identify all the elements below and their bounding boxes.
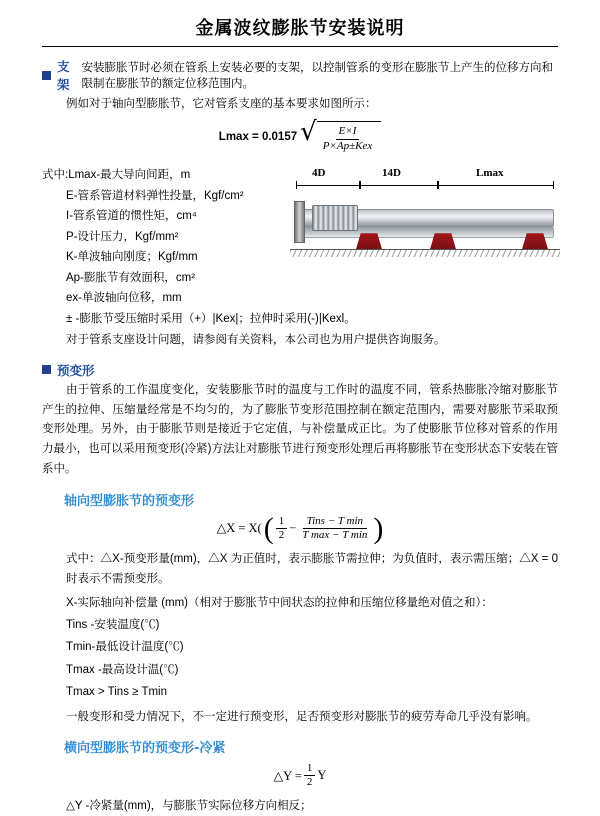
- lmax-formula-lhs: Lmax = 0.0157: [218, 131, 298, 144]
- equation-fraction-denominator: T max − T min: [302, 528, 368, 541]
- lmax-formula-denominator: P×Ap±Kex: [322, 139, 373, 152]
- definition-item: I-管系管道的惯性矩，cm⁴: [66, 210, 197, 223]
- term-item: Tins -安装温度(℃): [66, 618, 160, 631]
- section-heading-predeformation: [42, 361, 558, 379]
- axial-tail-note: 一般变形和受力情况下，不一定进行预变形，足否预变形对膨胀节的疲劳寿命几乎没有影响。: [66, 710, 538, 723]
- term-item: Tmin-最低设计温度(℃): [66, 641, 184, 654]
- subheading-lateral-predeformation: 横向型膨胀节的预变形-冷紧: [64, 741, 226, 757]
- equation-half-denominator: 2: [278, 528, 285, 541]
- section-support-paragraph-3: 对于管系支座设计问题，请参阅有关资料，本公司也为用户提供咨询服务。: [66, 334, 446, 347]
- axial-equation-note: 式中：△X-预变形量(mm)，△X 为正值时，表示膨胀节需拉伸；为负值时，表示需压缩；△X = 0时表示不需预变形。: [66, 552, 558, 585]
- paren-close-icon: ): [373, 511, 384, 545]
- term-item: Tmax -最高设计温(℃): [66, 663, 179, 676]
- lateral-equation-rhs: Y: [317, 768, 327, 783]
- section-heading-support-label: 支架: [57, 60, 70, 92]
- definition-item: K-单波轴向刚度；Kgf/mm: [66, 251, 198, 264]
- definitions-and-diagram: [42, 161, 558, 329]
- diagram-label-4d: 4D: [312, 167, 326, 180]
- equation-fraction-numerator: Tins − T min: [303, 515, 367, 529]
- section-support-paragraph-2: 例如对于轴向型膨胀节，它对管系支座的基本要求如图所示：: [66, 98, 377, 110]
- term-item: Tmax > Tins ≥ Tmin: [66, 686, 167, 699]
- document-content: [0, 57, 600, 816]
- ground-hatch: [290, 250, 560, 257]
- term-item: X-实际轴向补偿量 (mm)（相对于膨胀节中间状态的拉伸和压缩位移量绝对值之和）：: [66, 596, 493, 609]
- blue-square-bullet-icon: [42, 71, 51, 80]
- section-predeformation-paragraph: 由于管系的工作温度变化，安装膨胀节时的温度与工作时的温度不同，管系热膨胀冷缩对膨胀节产生的拉伸、压缩量经常是不均匀的，为了膨胀节变形范围控制在额定范围内，需要对膨胀节采取预变形处理。另外，由于膨胀节则是接近于它定值，与补偿量成正比。为了使膨胀节位移对管系的作用力最小，也可以采用预变形(冷紧)方法让对膨胀节进行预变形处理后再将膨胀节在变形状态下安装在管系中。: [42, 383, 558, 475]
- pipe-support-diagram: [288, 161, 560, 275]
- anchor-plate: [294, 201, 305, 243]
- lmax-formula: [42, 116, 558, 154]
- definition-item: E-管系管道材料弹性投量，Kgf/cm²: [66, 189, 244, 202]
- section-support-paragraph-1: 安装膨胀节时必须在管系上安装必要的支架，以控制管系的变形在膨胀节上产生的位移方向和限制在膨胀节的额定位移范围内。: [81, 62, 554, 90]
- definition-item: 式中:Lmax-最大导向间距，m: [42, 169, 191, 182]
- diagram-label-14d: 14D: [382, 167, 401, 180]
- lateral-predeformation-equation: [42, 762, 558, 788]
- section-heading-predeformation-label: 预变形: [57, 363, 95, 378]
- lateral-equation-note: △Y -冷紧量(mm)，与膨胀节实际位移方向相反；: [66, 799, 312, 812]
- lateral-equation-lhs: △Y =: [273, 768, 302, 783]
- axial-predeformation-equation: [42, 511, 558, 545]
- paren-open-icon: (: [263, 511, 274, 545]
- page-title: 金属波纹膨胀节安装说明: [195, 18, 405, 39]
- equation-minus-sign: −: [289, 520, 297, 535]
- lmax-formula-numerator: E×I: [336, 125, 360, 140]
- bellows-expansion-joint: [312, 205, 358, 231]
- definition-item: P-设计压力，Kgf/mm²: [66, 230, 179, 243]
- equation-half-numerator: 1: [276, 515, 288, 529]
- axial-term-list: [42, 592, 558, 704]
- dimension-line-4d: [296, 181, 360, 189]
- section-heading-support: [42, 57, 558, 93]
- lateral-half-numerator: 1: [304, 762, 316, 776]
- dimension-line-14d: [360, 181, 438, 189]
- equation-lhs: △X = X(: [216, 521, 262, 536]
- definition-item: Ap-膨胀节有效面积，cm²: [66, 271, 196, 284]
- lateral-half-denominator: 2: [306, 776, 313, 789]
- subheading-axial-predeformation: 轴向型膨胀节的预变形: [64, 493, 195, 509]
- title-divider: [42, 46, 558, 47]
- diagram-label-lmax: Lmax: [476, 167, 504, 180]
- blue-square-bullet-icon: [42, 365, 51, 374]
- dimension-line-lmax: [438, 181, 554, 189]
- definition-item: ± -膨胀节受压缩时采用（+）|Kex|；拉伸时采用(-)|Kexl。: [66, 312, 356, 325]
- definition-item: ex-单波轴向位移，mm: [66, 292, 182, 305]
- sqrt-icon: √ $\frac{E\times I}{\text{P×Ap±Kex}}$: [300, 121, 381, 154]
